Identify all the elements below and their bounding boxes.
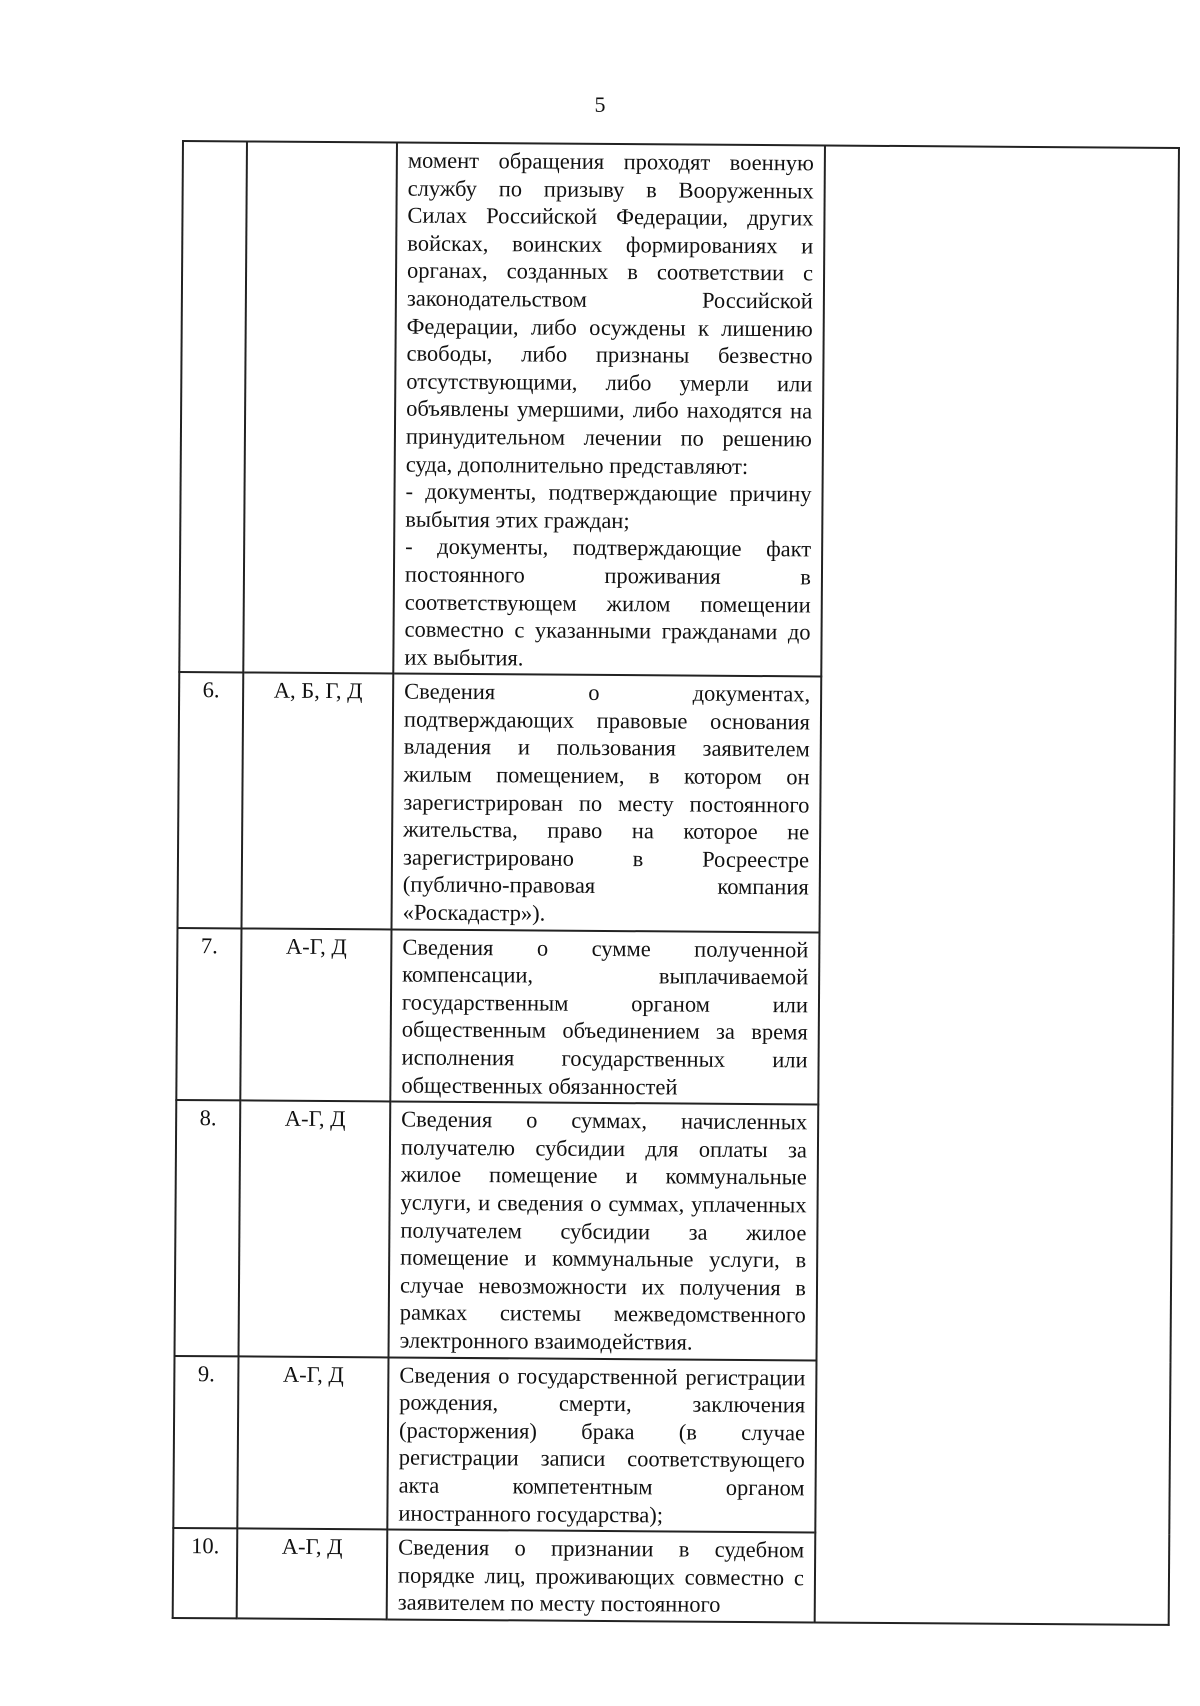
description-paragraph: Сведения о документах, подтверждающих правовые основания владения и пользования заявителем жилым помещением, в котором он зарегистрирован по месту постоянного жительства, право на которое не зарегистрировано в Росреестре (публично-правовая компания «Роскадастр»).	[402, 678, 811, 926]
notes-column	[815, 145, 1179, 1624]
row-number	[179, 141, 247, 673]
row-number: 9.	[173, 1356, 238, 1529]
row-categories: А-Г, Д	[237, 1356, 388, 1530]
description-paragraph: Сведения о сумме полученной компенсации, выплачиваемой государственным органом или общественным объединением за время исполнения государственных или общественных обязанностей	[401, 934, 809, 1100]
row-number: 8.	[175, 1100, 241, 1356]
row-description	[391, 674, 821, 932]
description-paragraph: - документы, подтверждающие причину выбытия этих граждан;	[405, 478, 812, 533]
row-description	[389, 1102, 819, 1360]
row-number: 7.	[176, 928, 241, 1101]
row-number: 10.	[173, 1528, 238, 1618]
page-number: 5	[594, 92, 606, 117]
row-description	[387, 1530, 816, 1623]
row-categories: А, Б, Г, Д	[241, 673, 393, 929]
description-paragraph: Сведения о суммах, начисленных получателю субсидии для оплаты за жилое помещение и коммунальные услуги, и сведения о суммах, уплаченных получателем субсидии за жилое помещение и коммунальные услуги, в случае невозможности их получения в рамках системы межведомственного электронного взаимодействия.	[399, 1106, 808, 1355]
row-description	[393, 143, 825, 677]
row-number: 6.	[178, 672, 244, 928]
documents-table	[172, 140, 1180, 1626]
row-description	[390, 929, 819, 1105]
row-categories	[243, 141, 397, 673]
table-row	[179, 141, 1179, 679]
description-paragraph: Сведения о признании в судебном порядке лиц, проживающих совместно с заявителем по месту постоянного	[397, 1534, 805, 1618]
row-categories: А-Г, Д	[239, 1101, 391, 1357]
description-paragraph: момент обращения проходят военную службу по призыву в Вооруженных Силах Российской Федерации, других войсках, воинских формированиях и органах, созданных в соответствии с законодательством Российской Федерации, либо осуждены к лишению свободы, либо признаны безвестно отсутствующими, либо умерли или объявлены умершими, либо находятся на принудительном лечении по решению суда, дополнительно представляют:	[405, 147, 814, 479]
row-categories: А-Г, Д	[237, 1529, 388, 1620]
row-description	[387, 1357, 816, 1533]
description-paragraph: - документы, подтверждающие факт постоянного проживания в соответствующем жилом помещении совместно с указанными гражданами до их выбытия.	[404, 533, 812, 671]
description-paragraph: Сведения о государственной регистрации рождения, смерти, заключения (расторжения) брака (в случае регистрации записи соответствующего акта компетентным органом иностранного государства);	[398, 1362, 806, 1527]
row-categories: А-Г, Д	[240, 928, 391, 1102]
